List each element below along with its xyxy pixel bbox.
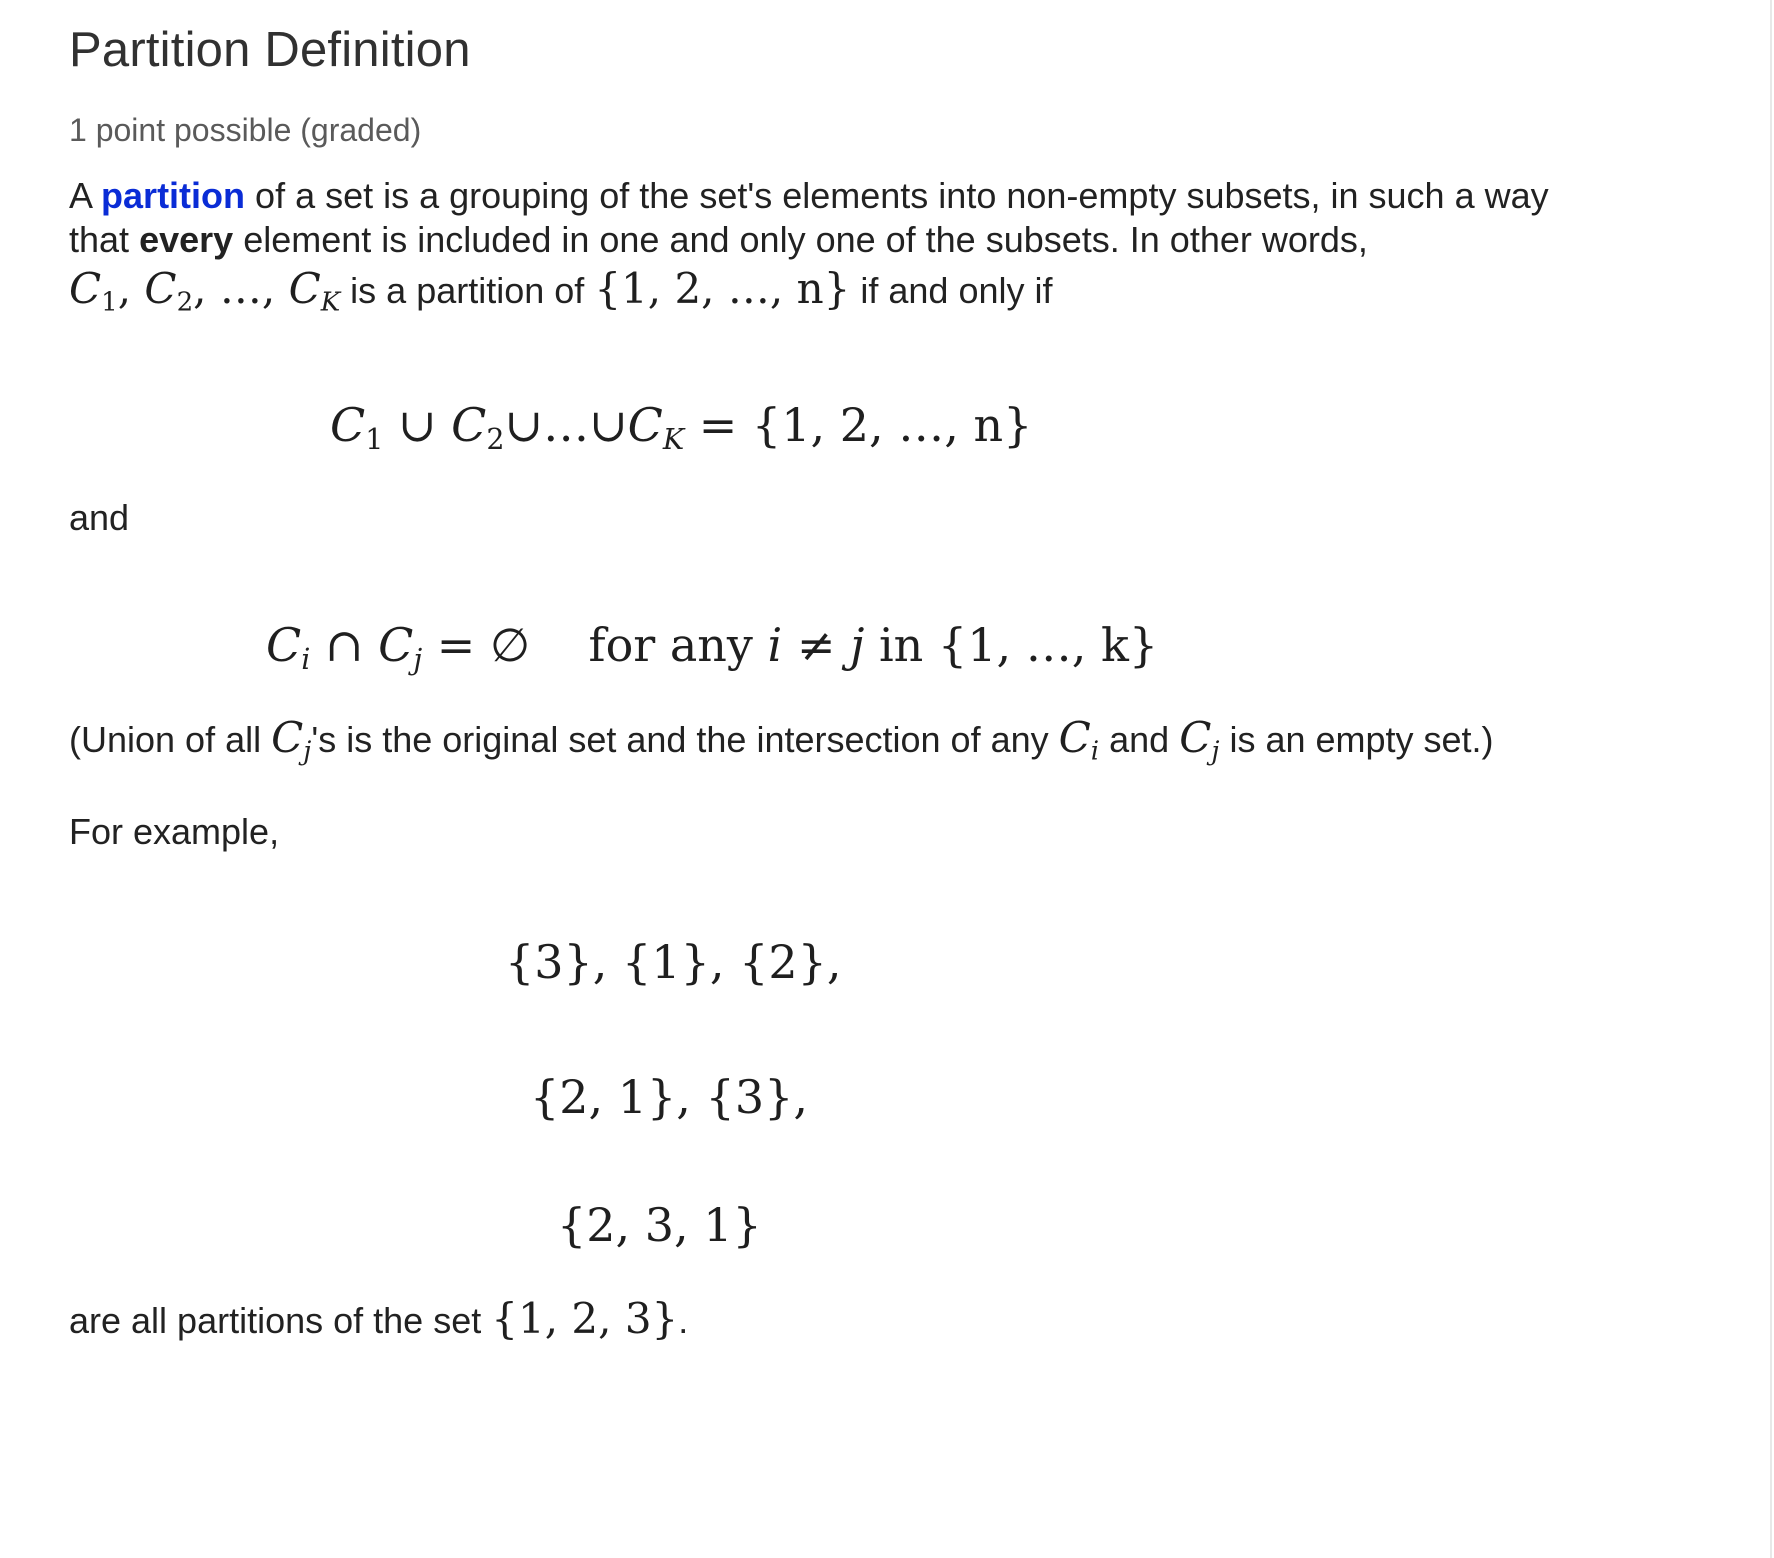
definition-text-2b: element is included in one and only one of the subsets. In other words, <box>243 219 1368 260</box>
definition-text-2a: that <box>69 219 130 260</box>
definition-text-3: is a partition of <box>350 270 585 311</box>
definition-text-1: of a set is a grouping of the set's elements into non-empty subsets, in such a way <box>255 175 1549 216</box>
example-closing: are all partitions of the set {1, 2, 3}. <box>69 1294 689 1343</box>
definition-line-2 <box>69 215 1368 265</box>
example-lead: For example, <box>69 811 280 852</box>
definition-line-3 <box>69 264 1053 316</box>
and-connector: and <box>69 497 130 538</box>
definition-line-1 <box>69 171 1549 221</box>
problem-title: Partition Definition <box>69 23 471 77</box>
every-emphasis: every <box>139 219 234 260</box>
example-partition-1: {3}, {1}, {2}, <box>505 935 842 989</box>
partition-keyword: partition <box>101 175 246 216</box>
inline-math-set-123: {1, 2, 3} <box>491 1294 679 1343</box>
example-partition-2: {2, 1}, {3}, <box>530 1070 808 1124</box>
definition-text-3-end: if and only if <box>860 270 1053 311</box>
inline-math-set-n: {1, 2, …, n} <box>594 264 851 313</box>
union-note: (Union of all $C_j's$ is the original set and the intersection of any $C_i$ and $C_j$ is an empty set.) <box>69 713 1494 767</box>
union-equation: $C_1$ ∪ $C_2\cup\dots\cup C_K = \{1$, 2, …, n} <box>330 398 1033 456</box>
problem-points: 1 point possible (graded) <box>69 112 422 148</box>
example-partition-3: {2, 3, 1} <box>557 1198 762 1252</box>
inline-math-cj: $C_j$ <box>271 713 312 767</box>
intersection-equation: $C_i$ ∩ $C_j$ = ∅ for any i ≠ j in {1, …, k} <box>266 618 1159 676</box>
page-right-border <box>1770 0 1772 1558</box>
inline-math-cj-2: $C_j$ <box>1179 713 1220 767</box>
inline-math-ci: $C_i$ <box>1058 713 1100 767</box>
inline-math-c-sequence: $C_1$, $C_2$, …, $C_K$ <box>69 264 341 318</box>
definition-lead: A <box>69 175 92 216</box>
